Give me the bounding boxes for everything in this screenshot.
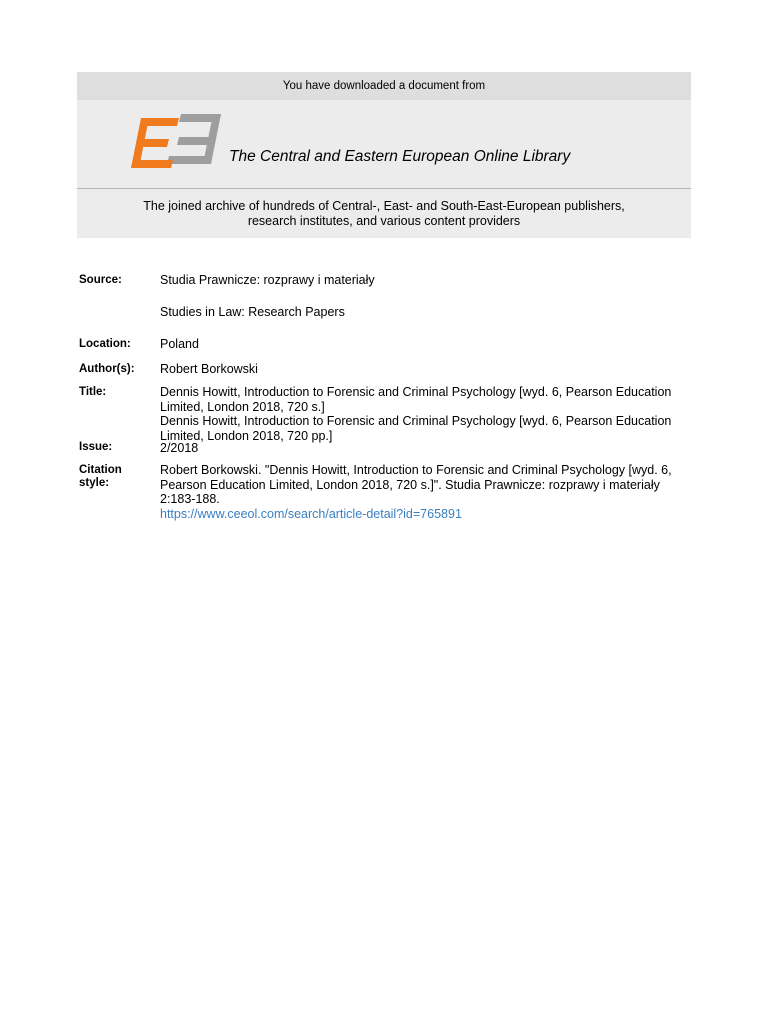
title-line: Limited, London 2018, 720 pp.] <box>160 428 333 443</box>
title-label: Title: <box>79 386 107 398</box>
citation-label-line: style: <box>79 477 110 489</box>
citation-url-link[interactable]: https://www.ceeol.com/search/article-detail?id=765891 <box>160 506 462 521</box>
issue-value <box>160 441 700 456</box>
source-translation-text: Studies in Law: Research Papers <box>160 305 345 319</box>
ceeol-logo-icon <box>129 112 224 172</box>
location-label: Location: <box>79 338 131 350</box>
location-value <box>160 337 700 352</box>
citation-label <box>79 464 122 490</box>
tagline-line: The joined archive of hundreds of Central-, East- and South-East-European publishers, <box>143 199 625 213</box>
divider <box>77 188 691 189</box>
issue-label: Issue: <box>79 441 113 453</box>
header-banner <box>77 72 691 238</box>
citation-line: Pearson Education Limited, London 2018, 720 s.]". Studia Prawnicze: rozprawy i materiały <box>160 477 660 492</box>
source-label: Source: <box>79 274 122 286</box>
authors-label: Author(s): <box>79 363 135 375</box>
citation-value <box>160 463 700 521</box>
tagline-line: research institutes, and various content providers <box>247 214 521 228</box>
citation-line: Robert Borkowski. "Dennis Howitt, Introduction to Forensic and Criminal Psychology [wyd. 6, <box>160 463 672 477</box>
authors-text: Robert Borkowski <box>160 362 258 376</box>
authors-value <box>160 362 700 377</box>
source-value <box>160 273 700 288</box>
location-text: Poland <box>160 337 199 351</box>
title-line: Limited, London 2018, 720 s.] <box>160 399 325 414</box>
source-name: Studia Prawnicze: rozprawy i materiały <box>160 273 375 287</box>
title-line: Dennis Howitt, Introduction to Forensic and Criminal Psychology [wyd. 6, Pearson Education <box>160 414 672 428</box>
source-translation <box>160 305 700 320</box>
title-line: Dennis Howitt, Introduction to Forensic and Criminal Psychology [wyd. 6, Pearson Education <box>160 385 672 399</box>
issue-text: 2/2018 <box>160 441 199 455</box>
library-name: The Central and Eastern European Online Library <box>229 148 571 165</box>
citation-line: 2:183-188. <box>160 492 220 506</box>
citation-label-line: Citation <box>79 464 122 476</box>
tagline <box>77 199 691 229</box>
title-value <box>160 385 700 443</box>
download-notice: You have downloaded a document from <box>77 72 691 100</box>
